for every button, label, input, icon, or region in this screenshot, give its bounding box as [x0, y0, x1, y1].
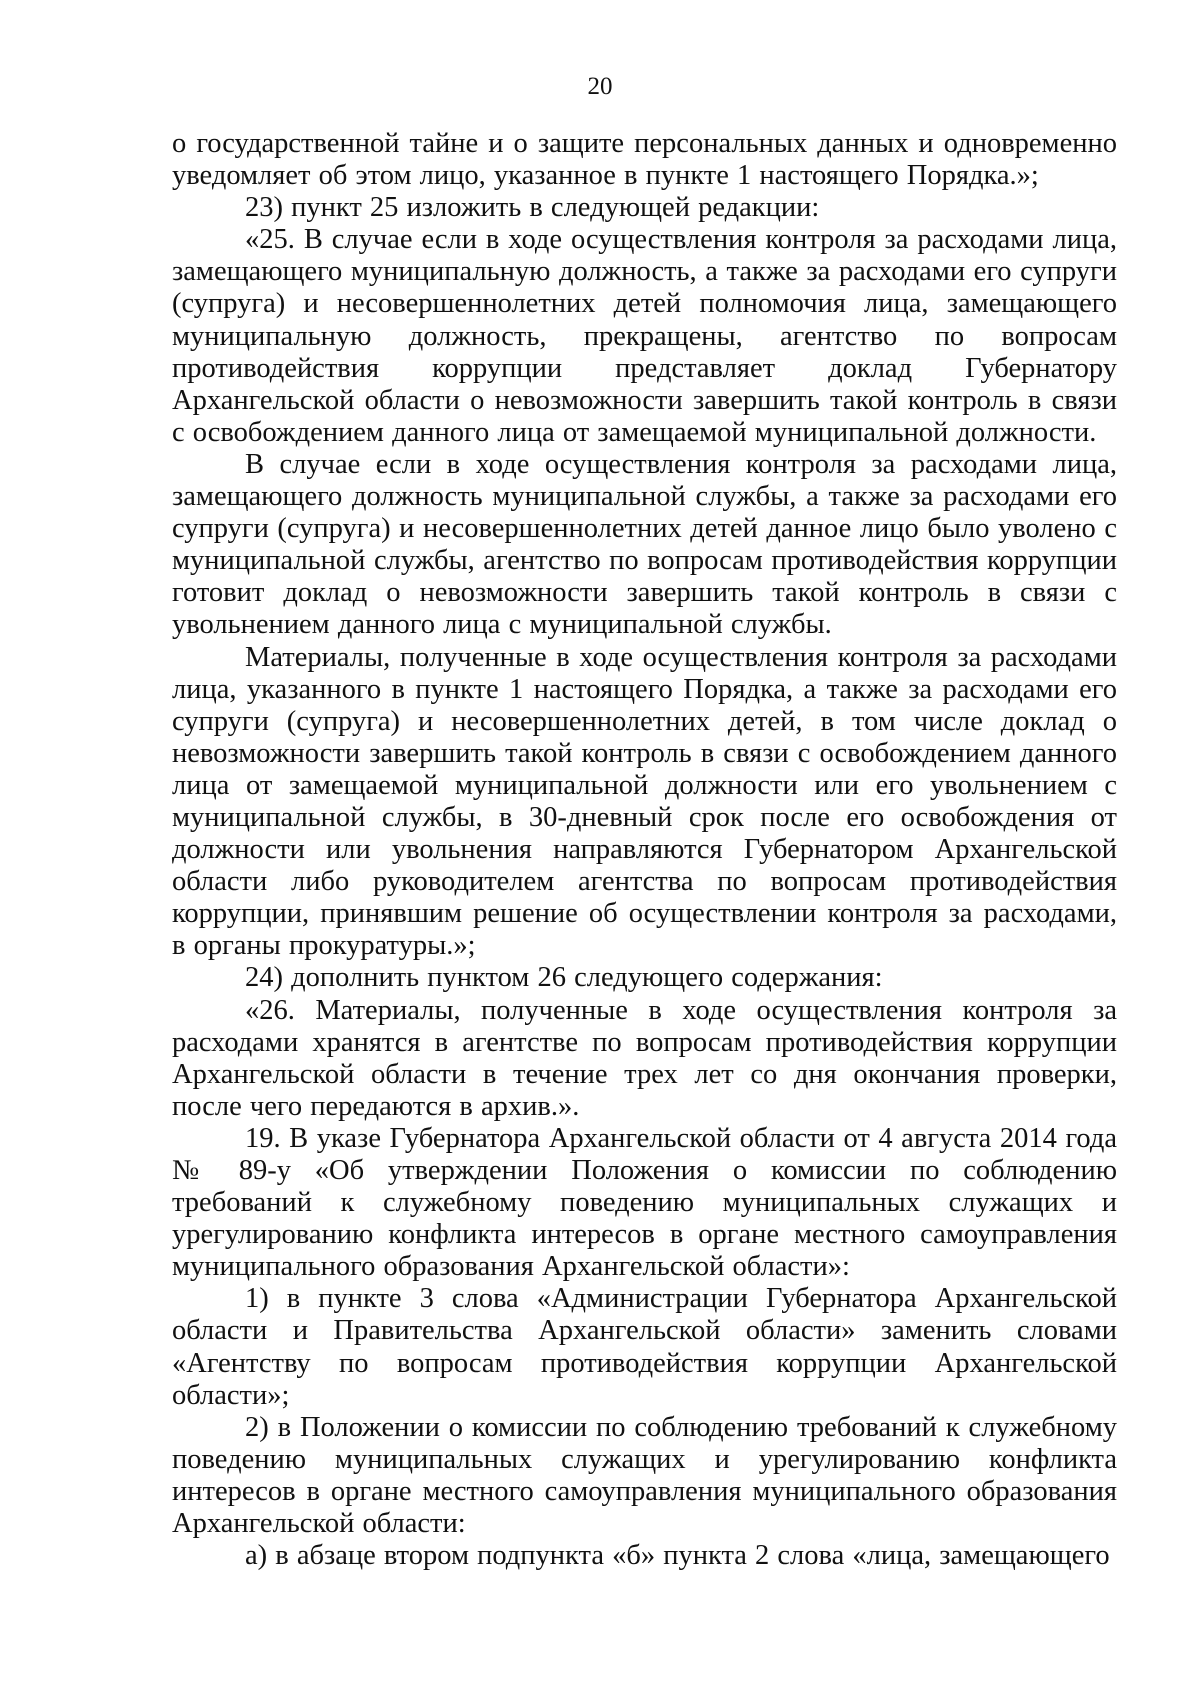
page-number: 20 — [587, 73, 613, 100]
document-body — [172, 128, 1117, 1572]
paragraph: 2) в Положении о комиссии по соблюдению требований к служебному поведению муниципальных служащих и урегулированию конфликта интересов в органе местного самоуправления муниципального образования Архангельской области: — [172, 1411, 1117, 1540]
paragraph: В случае если в ходе осуществления контроля за расходами лица, замещающего должность муниципальной службы, а также за расходами его супруги (супруга) и несовершеннолетних детей данное лицо было уволено с муниципальной службы, агентство по вопросам противодействия коррупции готовит доклад о невозможности завершить такой контроль в связи с увольнением данного лица с муниципальной службы. — [172, 448, 1117, 641]
paragraph: 1) в пункте 3 слова «Администрации Губернатора Архангельской области и Правительства Архангельской области» заменить словами «Агентству по вопросам противодействия коррупции Архангельской области»; — [172, 1283, 1117, 1411]
paragraph: «25. В случае если в ходе осуществления контроля за расходами лица, замещающего муниципальную должность, а также за расходами его супруги (супруга) и несовершеннолетних детей полномочия лица, замещающего муниципальную должность, прекращены, агентство по вопросам противодействия коррупции представляет доклад Губернатору Архангельской области о невозможности завершить такой контроль в связи с освобождением данного лица от замещаемой муниципальной должности. — [172, 224, 1117, 448]
paragraph: 24) дополнить пунктом 26 следующего содержания: — [245, 962, 883, 994]
paragraph: «26. Материалы, полученные в ходе осуществления контроля за расходами хранятся в агентстве по вопросам противодействия коррупции Архангельской области в течение трех лет со дня окончания проверки, после чего передаются в архив.». — [172, 994, 1117, 1122]
paragraph: 19. В указе Губернатора Архангельской области от 4 августа 2014 года № 89-у «Об утверждении Положения о комиссии по соблюдению требований к служебному поведению муниципальных служащих и урегулированию конфликта интересов в органе местного самоуправления муниципального образования Архангельской области»: — [172, 1122, 1117, 1283]
paragraph: о государственной тайне и о защите персональных данных и одновременно уведомляет об этом лицо, указанное в пункте 1 настоящего Порядка.»; — [172, 128, 1117, 192]
paragraph: 23) пункт 25 изложить в следующей редакции: — [245, 192, 820, 224]
paragraph: а) в абзаце втором подпункта «б» пункта 2 слова «лица, замещающего — [245, 1540, 1110, 1572]
paragraph: Материалы, полученные в ходе осуществления контроля за расходами лица, указанного в пункте 1 настоящего Порядка, а также за расходами его супруги (супруга) и несовершеннолетних детей, в том числе доклад о невозможности завершить такой контроль в связи с освобождением данного лица от замещаемой муниципальной должности или его увольнением с муниципальной службы, в 30-дневный срок после его освобождения от должности или увольнения направляются Губернатором Архангельской области либо руководителем агентства по вопросам противодействия коррупции, принявшим решение об осуществлении контроля за расходами, в органы прокуратуры.»; — [172, 641, 1117, 962]
